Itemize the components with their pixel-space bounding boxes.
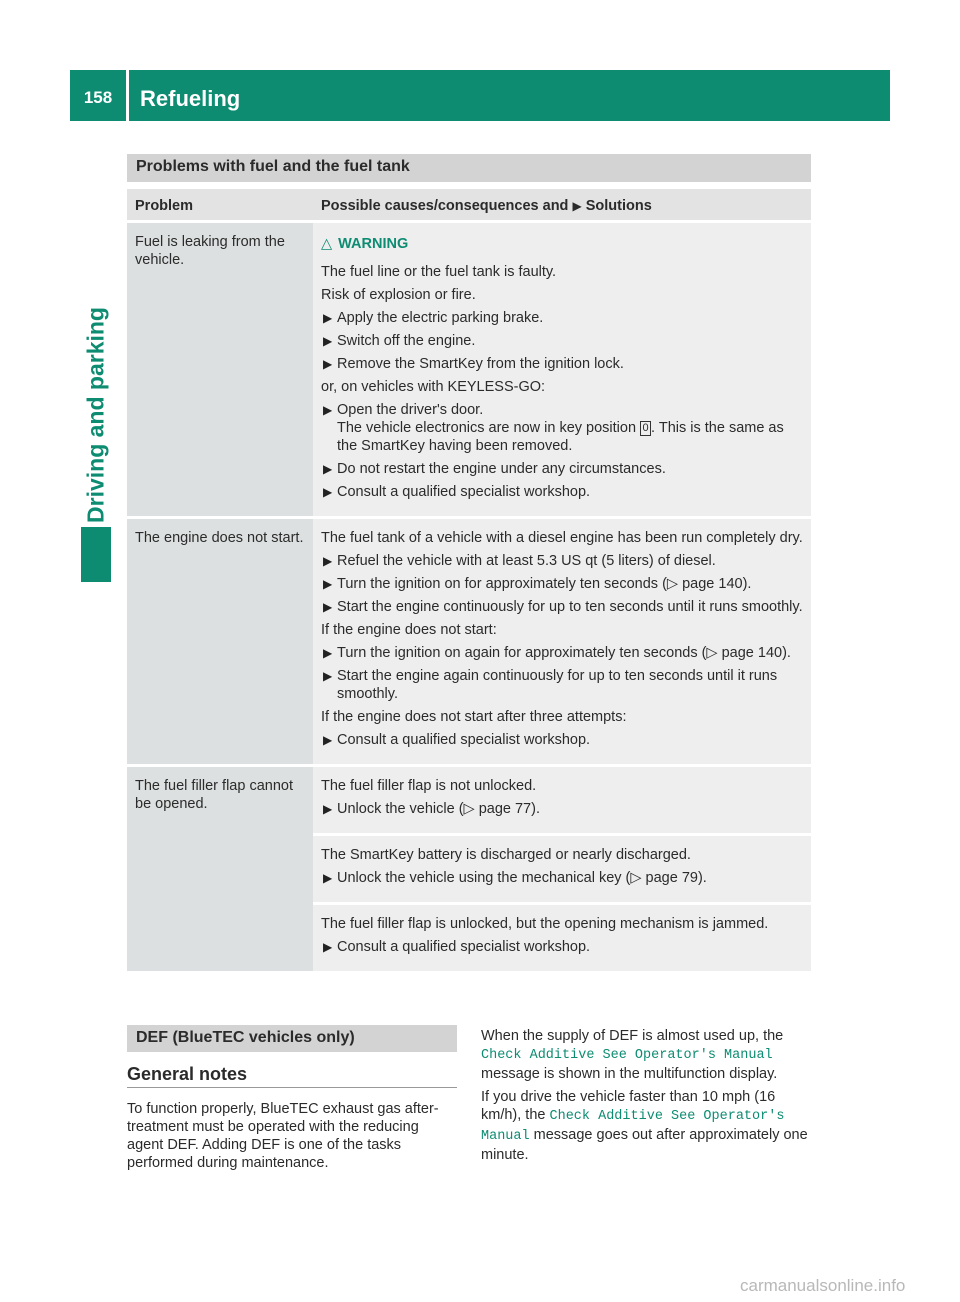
step <box>321 800 803 818</box>
arrow-icon: ▶ <box>323 669 333 683</box>
step <box>321 667 803 703</box>
section-title: Refueling <box>140 86 241 111</box>
arrow-icon: ▶ <box>323 334 333 348</box>
step-text: Start the engine continuously for up to ten seconds until it runs smoothly. <box>337 599 803 615</box>
step-text: Apply the electric parking brake. <box>337 310 544 326</box>
text: The fuel tank of a vehicle with a diesel engine has been run completely dry. <box>321 530 803 546</box>
step-text: Start the engine again continuously for up to ten seconds until it runs smoothly. <box>337 668 778 702</box>
problem-cell: Fuel is leaking from the vehicle. <box>127 220 313 516</box>
display-message: Check Additive See Operator's Manual <box>481 1048 773 1063</box>
general-notes-heading: General notes <box>127 1064 248 1084</box>
step <box>321 598 803 616</box>
step-text: Open the driver's door. <box>337 402 484 418</box>
side-tab-label: Driving and parking <box>82 307 109 523</box>
problems-table <box>127 189 811 971</box>
solution-cell <box>313 220 811 516</box>
side-tab-marker <box>81 527 111 582</box>
step-text: Unlock the vehicle (▷ page 77). <box>337 801 540 817</box>
problem-cell: The engine does not start. <box>127 516 313 764</box>
page-number: 158 <box>83 88 113 107</box>
solution-cell <box>313 516 811 764</box>
def-body-text: To function properly, BlueTEC exhaust gas after-treatment must be operated with the reducing agent DEF. Adding DEF is one of the tasks performed during maintenance. <box>127 1101 439 1171</box>
step-text: Unlock the vehicle using the mechanical key (▷ page 79). <box>337 870 707 886</box>
step <box>321 460 803 478</box>
problem-cell: The fuel filler flap cannot be opened. <box>127 764 313 971</box>
solution-cell <box>313 902 811 971</box>
step <box>321 355 803 373</box>
text: or, on vehicles with KEYLESS-GO: <box>321 379 546 395</box>
text: The fuel filler flap is not unlocked. <box>321 778 537 794</box>
arrow-icon: ▶ <box>323 871 333 885</box>
arrow-icon: ▶ <box>323 554 333 568</box>
paragraph <box>481 1027 813 1083</box>
arrow-icon: ▶ <box>323 802 333 816</box>
step-text: Consult a qualified specialist workshop. <box>337 484 591 500</box>
step-text: Consult a qualified specialist workshop. <box>337 939 591 955</box>
step-text: Refuel the vehicle with at least 5.3 US qt (5 liters) of diesel. <box>337 553 716 569</box>
arrow-icon: ▶ <box>323 357 333 371</box>
display-message: Check Additive See Operator's Manual <box>481 1109 785 1144</box>
arrow-icon: ▶ <box>323 733 333 747</box>
text: Risk of explosion or fire. <box>321 287 476 303</box>
divider <box>127 1087 457 1088</box>
step-text: Do not restart the engine under any circumstances. <box>337 461 666 477</box>
text: If you drive the vehicle faster than 10 mph (16 km/h), the <box>481 1089 776 1123</box>
text: If the engine does not start after three attempts: <box>321 709 627 725</box>
arrow-icon: ▶ <box>323 485 333 499</box>
table-row <box>127 764 811 833</box>
step <box>321 869 803 887</box>
step <box>321 575 803 593</box>
watermark: carmanualsonline.info <box>740 1276 906 1295</box>
column-header-solutions-a: Possible causes/consequences and <box>321 198 569 214</box>
column-header-solutions <box>313 189 811 220</box>
table-row <box>127 220 811 516</box>
arrow-icon: ▶ <box>323 462 333 476</box>
step-text: . This is the same as the SmartKey having been removed. <box>337 420 784 454</box>
table-header-row <box>127 189 811 220</box>
arrow-icon: ▶ <box>572 199 582 213</box>
warning-heading <box>321 235 803 253</box>
paragraph <box>481 1088 813 1164</box>
step <box>321 644 803 662</box>
arrow-icon: ▶ <box>323 311 333 325</box>
step <box>321 552 803 570</box>
table-row <box>127 516 811 764</box>
step-text: Consult a qualified specialist workshop. <box>337 732 591 748</box>
step <box>321 938 803 956</box>
def-right-column <box>481 1027 813 1169</box>
step-text: Remove the SmartKey from the ignition lock. <box>337 356 624 372</box>
def-section-title: DEF (BlueTEC vehicles only) <box>136 1029 355 1046</box>
text: The SmartKey battery is discharged or nearly discharged. <box>321 847 691 863</box>
text: When the supply of DEF is almost used up, the <box>481 1028 784 1044</box>
key-position-icon: 0 <box>640 421 651 436</box>
text: The fuel filler flap is unlocked, but the opening mechanism is jammed. <box>321 916 769 932</box>
warning-triangle-icon: △ <box>321 236 333 252</box>
arrow-icon: ▶ <box>323 646 333 660</box>
column-header-solutions-b: Solutions <box>585 198 652 214</box>
text: message goes out after approximately one minute. <box>481 1127 808 1163</box>
text: If the engine does not start: <box>321 622 497 638</box>
text: The fuel line or the fuel tank is faulty. <box>321 264 557 280</box>
solution-cell <box>313 764 811 833</box>
step <box>321 309 803 327</box>
solution-cell <box>313 833 811 902</box>
arrow-icon: ▶ <box>323 940 333 954</box>
text: message is shown in the multifunction display. <box>481 1066 778 1082</box>
step <box>321 332 803 350</box>
step-text: Turn the ignition on for approximately ten seconds (▷ page 140). <box>337 576 752 592</box>
arrow-icon: ▶ <box>323 403 333 417</box>
header-divider <box>126 70 129 121</box>
step-text: Turn the ignition on again for approximately ten seconds (▷ page 140). <box>337 645 791 661</box>
step <box>321 731 803 749</box>
step <box>321 483 803 501</box>
arrow-icon: ▶ <box>323 600 333 614</box>
arrow-icon: ▶ <box>323 577 333 591</box>
warning-label: WARNING <box>338 236 409 252</box>
step <box>321 401 803 455</box>
table-title: Problems with fuel and the fuel tank <box>136 158 410 175</box>
column-header-problem: Problem <box>127 189 313 220</box>
step-text: Switch off the engine. <box>337 333 476 349</box>
step-text: The vehicle electronics are now in key position <box>337 420 637 436</box>
